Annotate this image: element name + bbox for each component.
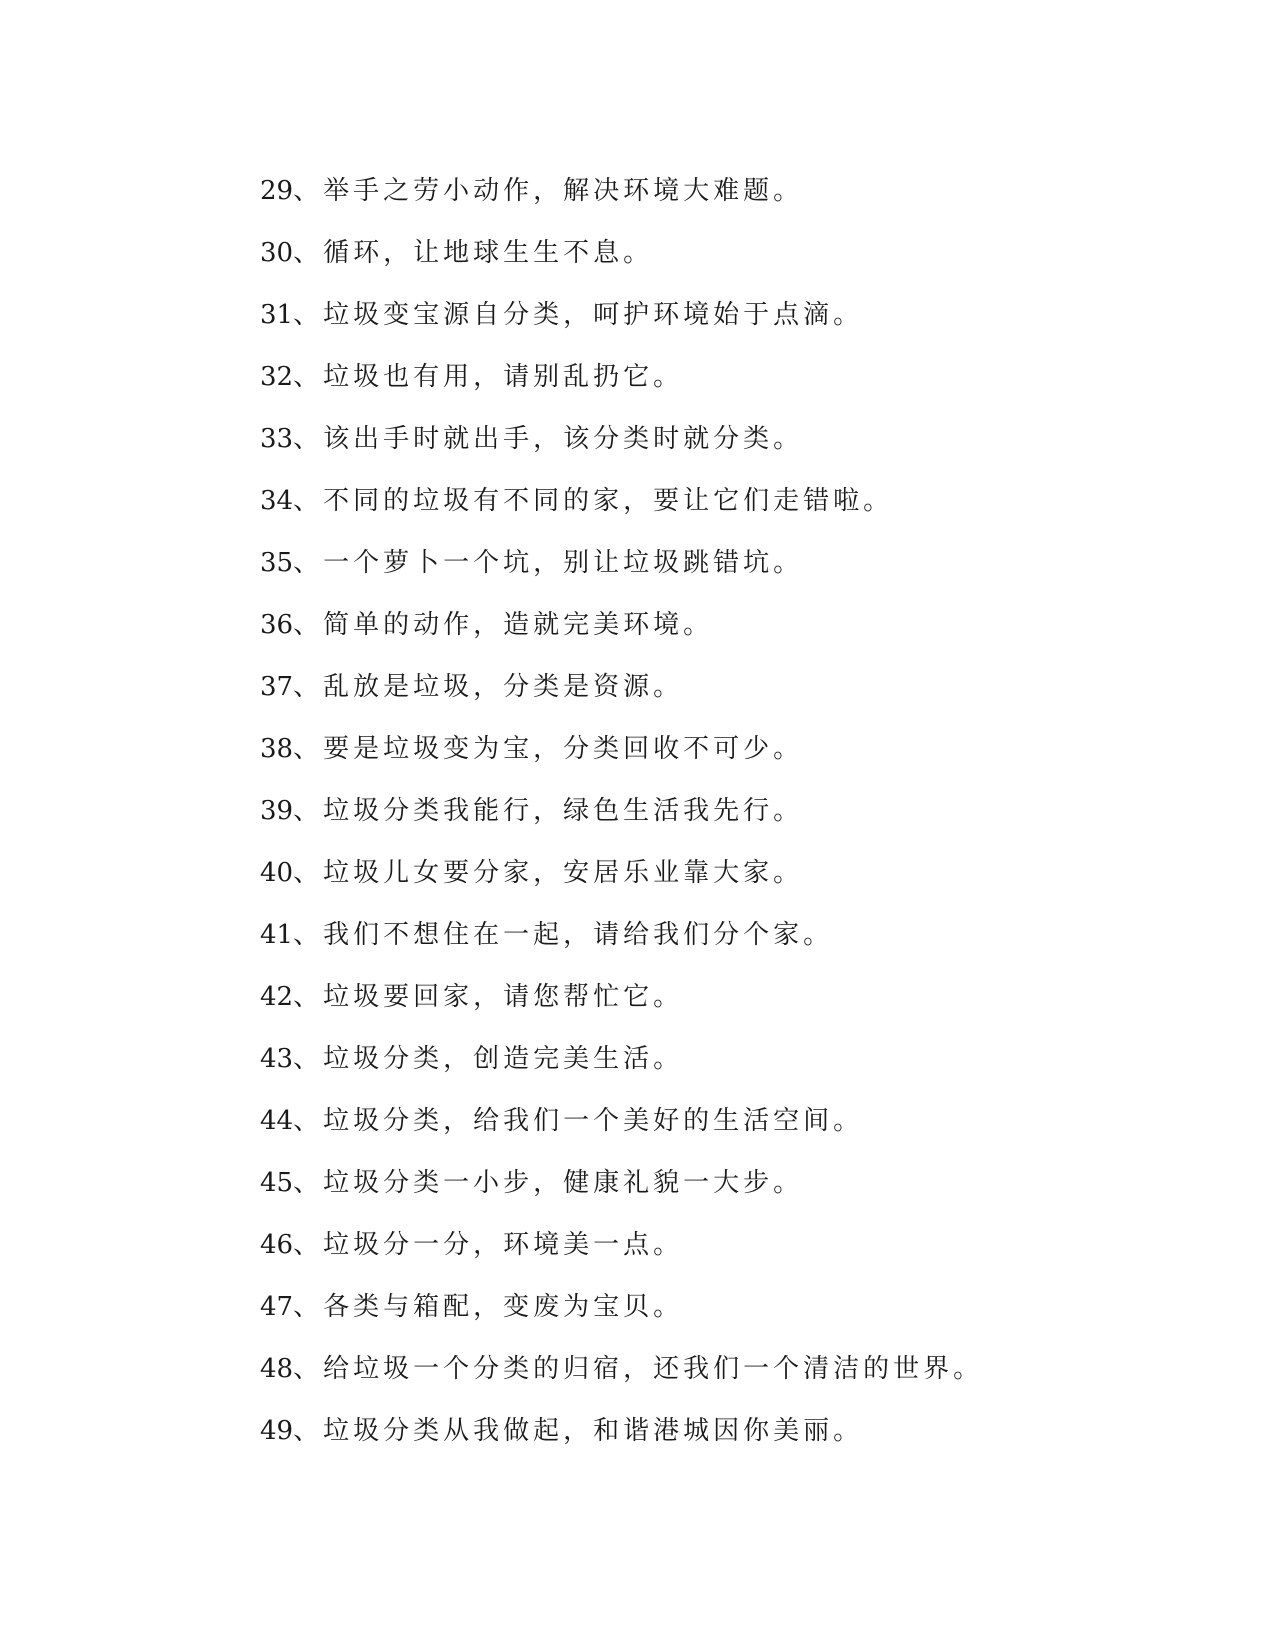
item-number: 43 xyxy=(260,1044,294,1074)
list-item xyxy=(260,1090,1220,1152)
item-separator: 、 xyxy=(293,982,324,1012)
item-text: 我们不想住在一起，请给我们分个家。 xyxy=(323,920,834,950)
item-separator: 、 xyxy=(293,1230,324,1260)
item-text: 一个萝卜一个坑，别让垃圾跳错坑。 xyxy=(323,548,804,578)
item-separator: 、 xyxy=(293,300,324,330)
item-number: 29 xyxy=(260,176,294,206)
item-number: 31 xyxy=(260,300,294,330)
item-separator: 、 xyxy=(293,858,324,888)
item-separator: 、 xyxy=(293,1416,324,1446)
item-separator: 、 xyxy=(293,1292,324,1322)
item-number: 47 xyxy=(260,1292,294,1322)
item-text: 垃圾变宝源自分类，呵护环境始于点滴。 xyxy=(323,300,864,330)
item-separator: 、 xyxy=(293,610,324,640)
item-number: 45 xyxy=(260,1168,294,1198)
item-text: 循环，让地球生生不息。 xyxy=(323,238,654,268)
item-number: 32 xyxy=(260,362,294,392)
list-item xyxy=(260,1338,1220,1400)
list-item xyxy=(260,1276,1220,1338)
item-text: 简单的动作，造就完美环境。 xyxy=(323,610,714,640)
list-item xyxy=(260,1400,1220,1462)
item-separator: 、 xyxy=(293,238,324,268)
list-item xyxy=(260,656,1220,718)
item-separator: 、 xyxy=(293,734,324,764)
item-separator: 、 xyxy=(293,486,324,516)
item-text: 乱放是垃圾，分类是资源。 xyxy=(323,672,684,702)
item-separator: 、 xyxy=(293,1354,324,1384)
item-number: 38 xyxy=(260,734,294,764)
list-item xyxy=(260,1028,1220,1090)
item-separator: 、 xyxy=(293,424,324,454)
list-item xyxy=(260,222,1220,284)
item-separator: 、 xyxy=(293,672,324,702)
item-separator: 、 xyxy=(293,920,324,950)
list-item xyxy=(260,1152,1220,1214)
item-number: 35 xyxy=(260,548,294,578)
list-item xyxy=(260,160,1220,222)
item-separator: 、 xyxy=(293,1044,324,1074)
list-item xyxy=(260,346,1220,408)
item-text: 举手之劳小动作，解决环境大难题。 xyxy=(323,176,804,206)
item-number: 49 xyxy=(260,1416,294,1446)
item-text: 各类与箱配，变废为宝贝。 xyxy=(323,1292,684,1322)
item-text: 该出手时就出手，该分类时就分类。 xyxy=(323,424,804,454)
item-number: 40 xyxy=(260,858,294,888)
item-separator: 、 xyxy=(293,1168,324,1198)
item-text: 垃圾也有用，请别乱扔它。 xyxy=(323,362,684,392)
item-text: 垃圾分一分，环境美一点。 xyxy=(323,1230,684,1260)
item-text: 垃圾分类我能行，绿色生活我先行。 xyxy=(323,796,804,826)
item-text: 要是垃圾变为宝，分类回收不可少。 xyxy=(323,734,804,764)
item-number: 48 xyxy=(260,1354,294,1384)
item-number: 39 xyxy=(260,796,294,826)
list-item xyxy=(260,594,1220,656)
list-item xyxy=(260,718,1220,780)
list-item xyxy=(260,966,1220,1028)
list-item xyxy=(260,1214,1220,1276)
list-item xyxy=(260,284,1220,346)
list-item xyxy=(260,408,1220,470)
item-number: 44 xyxy=(260,1106,294,1136)
item-text: 垃圾分类，给我们一个美好的生活空间。 xyxy=(323,1106,864,1136)
item-separator: 、 xyxy=(293,796,324,826)
item-number: 33 xyxy=(260,424,294,454)
item-text: 不同的垃圾有不同的家，要让它们走错啦。 xyxy=(323,486,894,516)
list-item xyxy=(260,470,1220,532)
list-item xyxy=(260,780,1220,842)
list-item xyxy=(260,842,1220,904)
item-text: 垃圾分类从我做起，和谐港城因你美丽。 xyxy=(323,1416,864,1446)
item-number: 46 xyxy=(260,1230,294,1260)
item-text: 垃圾分类一小步，健康礼貌一大步。 xyxy=(323,1168,804,1198)
item-separator: 、 xyxy=(293,1106,324,1136)
item-number: 41 xyxy=(260,920,294,950)
item-text: 垃圾分类，创造完美生活。 xyxy=(323,1044,684,1074)
item-separator: 、 xyxy=(293,176,324,206)
item-separator: 、 xyxy=(293,548,324,578)
item-number: 30 xyxy=(260,238,294,268)
item-text: 垃圾要回家，请您帮忙它。 xyxy=(323,982,684,1012)
item-separator: 、 xyxy=(293,362,324,392)
list-item xyxy=(260,532,1220,594)
slogan-list xyxy=(260,160,1220,1462)
item-number: 34 xyxy=(260,486,294,516)
item-number: 42 xyxy=(260,982,294,1012)
list-item xyxy=(260,904,1220,966)
item-number: 37 xyxy=(260,672,294,702)
item-text: 给垃圾一个分类的归宿，还我们一个清洁的世界。 xyxy=(323,1354,984,1384)
item-number: 36 xyxy=(260,610,294,640)
item-text: 垃圾儿女要分家，安居乐业靠大家。 xyxy=(323,858,804,888)
